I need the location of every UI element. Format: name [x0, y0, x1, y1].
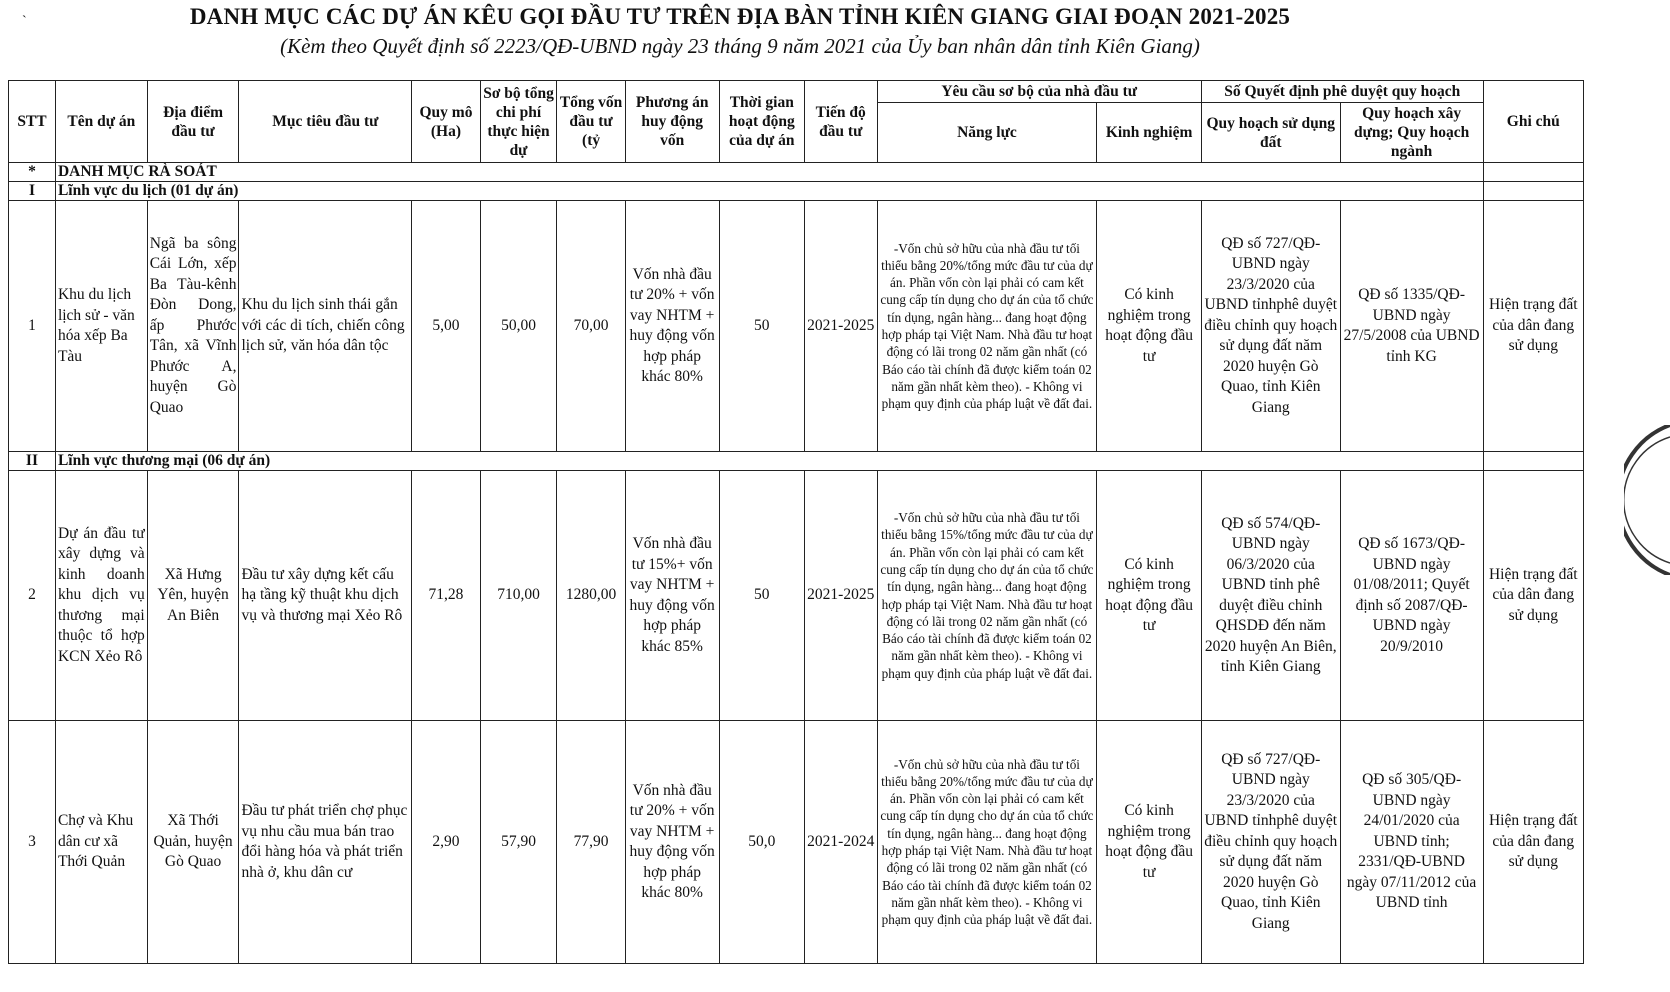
cell-ten-du-an: Chợ và Khu dân cư xã Thới Quản	[55, 721, 147, 964]
col-tien-do: Tiến độ đầu tư	[804, 81, 877, 163]
section-mark: II	[9, 452, 56, 471]
table-row	[9, 201, 1584, 452]
header-row	[9, 81, 1584, 103]
cell-dia-diem: Ngã ba sông Cái Lớn, xếp Ba Tàu-kênh Đòn Dong, ấp Phước Tân, xã Vĩnh Phước A, huyện Gò Quao	[147, 201, 239, 452]
cell-tien-do: 2021-2025	[804, 471, 877, 721]
cell-kinh-nghiem: Có kinh nghiệm trong hoạt động đầu tư	[1097, 201, 1202, 452]
cell-ghi-chu: Hiện trạng đất của dân đang sử dụng	[1483, 201, 1583, 452]
cell-nang-luc: -Vốn chủ sở hữu của nhà đầu tư tối thiểu bằng 20%/tổng mức đầu tư của dự án. Phần vốn còn lại phải có cam kết cung cấp tín dụng cho dự án của tổ chức tín dụng, ngân hàng... đang hoạt động hợp pháp tại Việt Nam. Nhà đầu tư hoạt động có lãi trong 02 năm gần nhất (có Báo cáo tài chính đã được kiểm toán 02 năm gần nhất kèm theo). - Không vi phạm quy định của pháp luật về đất đai.	[877, 201, 1097, 452]
col-stt: STT	[9, 81, 56, 163]
col-quy-mo: Quy mô (Ha)	[412, 81, 480, 163]
section-label: DANH MỤC RÀ SOÁT	[55, 163, 1483, 182]
cell-thoi-gian: 50,0	[719, 721, 804, 964]
cell-dia-diem: Xã Thới Quản, huyện Gò Quao	[147, 721, 239, 964]
cell-dia-diem: Xã Hưng Yên, huyện An Biên	[147, 471, 239, 721]
cell-qh-xd: QĐ số 1673/QĐ-UBND ngày 01/08/2011; Quyết định số 2087/QĐ-UBND ngày 20/9/2010	[1340, 471, 1483, 721]
cell-phuong-an: Vốn nhà đầu tư 20% + vốn vay NHTM + huy động vốn hợp pháp khác 80%	[625, 201, 719, 452]
stray-mark: `	[22, 14, 27, 29]
col-qh-sdd: Quy hoạch sử dụng đất	[1201, 103, 1340, 163]
cell-thoi-gian: 50	[719, 201, 804, 452]
table-row	[9, 471, 1584, 721]
cell-muc-tieu: Đầu tư phát triển chợ phục vụ nhu cầu mua bán trao đổi hàng hóa và phát triển nhà ở, khu dân cư	[239, 721, 412, 964]
col-thoi-gian: Thời gian hoạt động của dự án	[719, 81, 804, 163]
investment-projects-table	[8, 80, 1584, 964]
cell-so-bo: 57,90	[480, 721, 557, 964]
cell-muc-tieu: Khu du lịch sinh thái gắn với các di tích, chiến công lịch sử, văn hóa dân tộc	[239, 201, 412, 452]
section-row	[9, 452, 1584, 471]
col-tong-von: Tổng vốn đầu tư (tỷ	[557, 81, 625, 163]
cell-stt: 2	[9, 471, 56, 721]
cell-phuong-an: Vốn nhà đầu tư 20% + vốn vay NHTM + huy động vốn hợp pháp khác 80%	[625, 721, 719, 964]
cell-tien-do: 2021-2024	[804, 721, 877, 964]
cell-kinh-nghiem: Có kinh nghiệm trong hoạt động đầu tư	[1097, 721, 1202, 964]
cell-ten-du-an: Khu du lịch lịch sử - văn hóa xếp Ba Tàu	[55, 201, 147, 452]
col-dia-diem: Địa điểm đầu tư	[147, 81, 239, 163]
col-muc-tieu: Mục tiêu đầu tư	[239, 81, 412, 163]
cell-tong-von: 1280,00	[557, 471, 625, 721]
cell-muc-tieu: Đầu tư xây dựng kết cấu hạ tầng kỹ thuật khu dịch vụ và thương mại Xẻo Rô	[239, 471, 412, 721]
cell-stt: 1	[9, 201, 56, 452]
cell-thoi-gian: 50	[719, 471, 804, 721]
cell-qh-xd: QĐ số 1335/QĐ-UBND ngày 27/5/2008 của UBND tỉnh KG	[1340, 201, 1483, 452]
cell-tong-von: 77,90	[557, 721, 625, 964]
cell-tien-do: 2021-2025	[804, 201, 877, 452]
section-row	[9, 182, 1584, 201]
page-title: DANH MỤC CÁC DỰ ÁN KÊU GỌI ĐẦU TƯ TRÊN ĐỊA BÀN TỈNH KIÊN GIANG GIAI ĐOẠN 2021-2025	[189, 4, 1291, 29]
cell-ghi-chu: Hiện trạng đất của dân đang sử dụng	[1483, 471, 1583, 721]
col-nang-luc: Năng lực	[877, 103, 1097, 163]
cell-quy-mo: 71,28	[412, 471, 480, 721]
cell-qh-sdd: QĐ số 574/QĐ-UBND ngày 06/3/2020 của UBND tỉnh phê duyệt điều chỉnh QHSDĐ đến năm 2020 huyện An Biên, tỉnh Kiên Giang	[1201, 471, 1340, 721]
cell-qh-sdd: QĐ số 727/QĐ-UBND ngày 23/3/2020 của UBND tỉnhphê duyệt điều chỉnh quy hoạch sử dụng đất năm 2020 huyện Gò Quao, tỉnh Kiên Giang	[1201, 721, 1340, 964]
cell-tong-von: 70,00	[557, 201, 625, 452]
cell-stt: 3	[9, 721, 56, 964]
cell-phuong-an: Vốn nhà đầu tư 15%+ vốn vay NHTM + huy động vốn hợp pháp khác 85%	[625, 471, 719, 721]
col-ten-du-an: Tên dự án	[55, 81, 147, 163]
col-group-yeu-cau: Yêu cầu sơ bộ của nhà đầu tư	[877, 81, 1201, 103]
cell-kinh-nghiem: Có kinh nghiệm trong hoạt động đầu tư	[1097, 471, 1202, 721]
cell-nang-luc: -Vốn chủ sở hữu của nhà đầu tư tối thiểu bằng 20%/tổng mức đầu tư của dự án. Phần vốn còn lại phải có cam kết cung cấp tín dụng cho dự án của tổ chức tín dụng, ngân hàng... đang hoạt động hợp pháp tại Việt Nam. Nhà đầu tư hoạt động có lãi trong 02 năm gần nhất (có Báo cáo tài chính đã được kiểm toán 02 năm gần nhất kèm theo). - Không vi phạm quy định của pháp luật về đất đai.	[877, 721, 1097, 964]
cell-qh-xd: QĐ số 305/QĐ-UBND ngày 24/01/2020 của UBND tỉnh; 2331/QĐ-UBND ngày 07/11/2012 của UBND tỉnh	[1340, 721, 1483, 964]
cell-ten-du-an: Dự án đầu tư xây dựng và kinh doanh khu dịch vụ thương mại thuộc tổ hợp KCN Xẻo Rô	[55, 471, 147, 721]
section-mark: *	[9, 163, 56, 182]
section-mark: I	[9, 182, 56, 201]
section-label: Lĩnh vực thương mại (06 dự án)	[55, 452, 1483, 471]
section-label: Lĩnh vực du lịch (01 dự án)	[55, 182, 1483, 201]
official-stamp-edge	[1624, 425, 1670, 575]
section-row	[9, 163, 1584, 182]
cell-quy-mo: 5,00	[412, 201, 480, 452]
table-row	[9, 721, 1584, 964]
col-group-so-qd: Số Quyết định phê duyệt quy hoạch	[1201, 81, 1483, 103]
col-phuong-an: Phương án huy động vốn	[625, 81, 719, 163]
col-so-bo: Sơ bộ tổng chi phí thực hiện dự	[480, 81, 557, 163]
cell-nang-luc: -Vốn chủ sở hữu của nhà đầu tư tối thiểu bằng 15%/tổng mức đầu tư của dự án. Phần vốn còn lại phải có cam kết cung cấp tín dụng cho dự án của tổ chức tín dụng, ngân hàng... đang hoạt động hợp pháp tại Việt Nam. Nhà đầu tư hoạt động có lãi trong 02 năm gần nhất (có Báo cáo tài chính đã được kiểm toán 02 năm gần nhất kèm theo). - Không vi phạm quy định của pháp luật về đất đai.	[877, 471, 1097, 721]
cell-qh-sdd: QĐ số 727/QĐ-UBND ngày 23/3/2020 của UBND tỉnhphê duyệt điều chỉnh quy hoạch sử dụng đất năm 2020 huyện Gò Quao, tỉnh Kiên Giang	[1201, 201, 1340, 452]
cell-so-bo: 710,00	[480, 471, 557, 721]
cell-quy-mo: 2,90	[412, 721, 480, 964]
col-kinh-nghiem: Kinh nghiệm	[1097, 103, 1202, 163]
page-subtitle: (Kèm theo Quyết định số 2223/QĐ-UBND ngày 23 tháng 9 năm 2021 của Ủy ban nhân dân tỉnh Kiên Giang)	[280, 34, 1200, 58]
cell-ghi-chu: Hiện trạng đất của dân đang sử dụng	[1483, 721, 1583, 964]
col-ghi-chu: Ghi chú	[1483, 81, 1583, 163]
cell-so-bo: 50,00	[480, 201, 557, 452]
col-qh-xd: Quy hoạch xây dựng; Quy hoạch ngành	[1340, 103, 1483, 163]
